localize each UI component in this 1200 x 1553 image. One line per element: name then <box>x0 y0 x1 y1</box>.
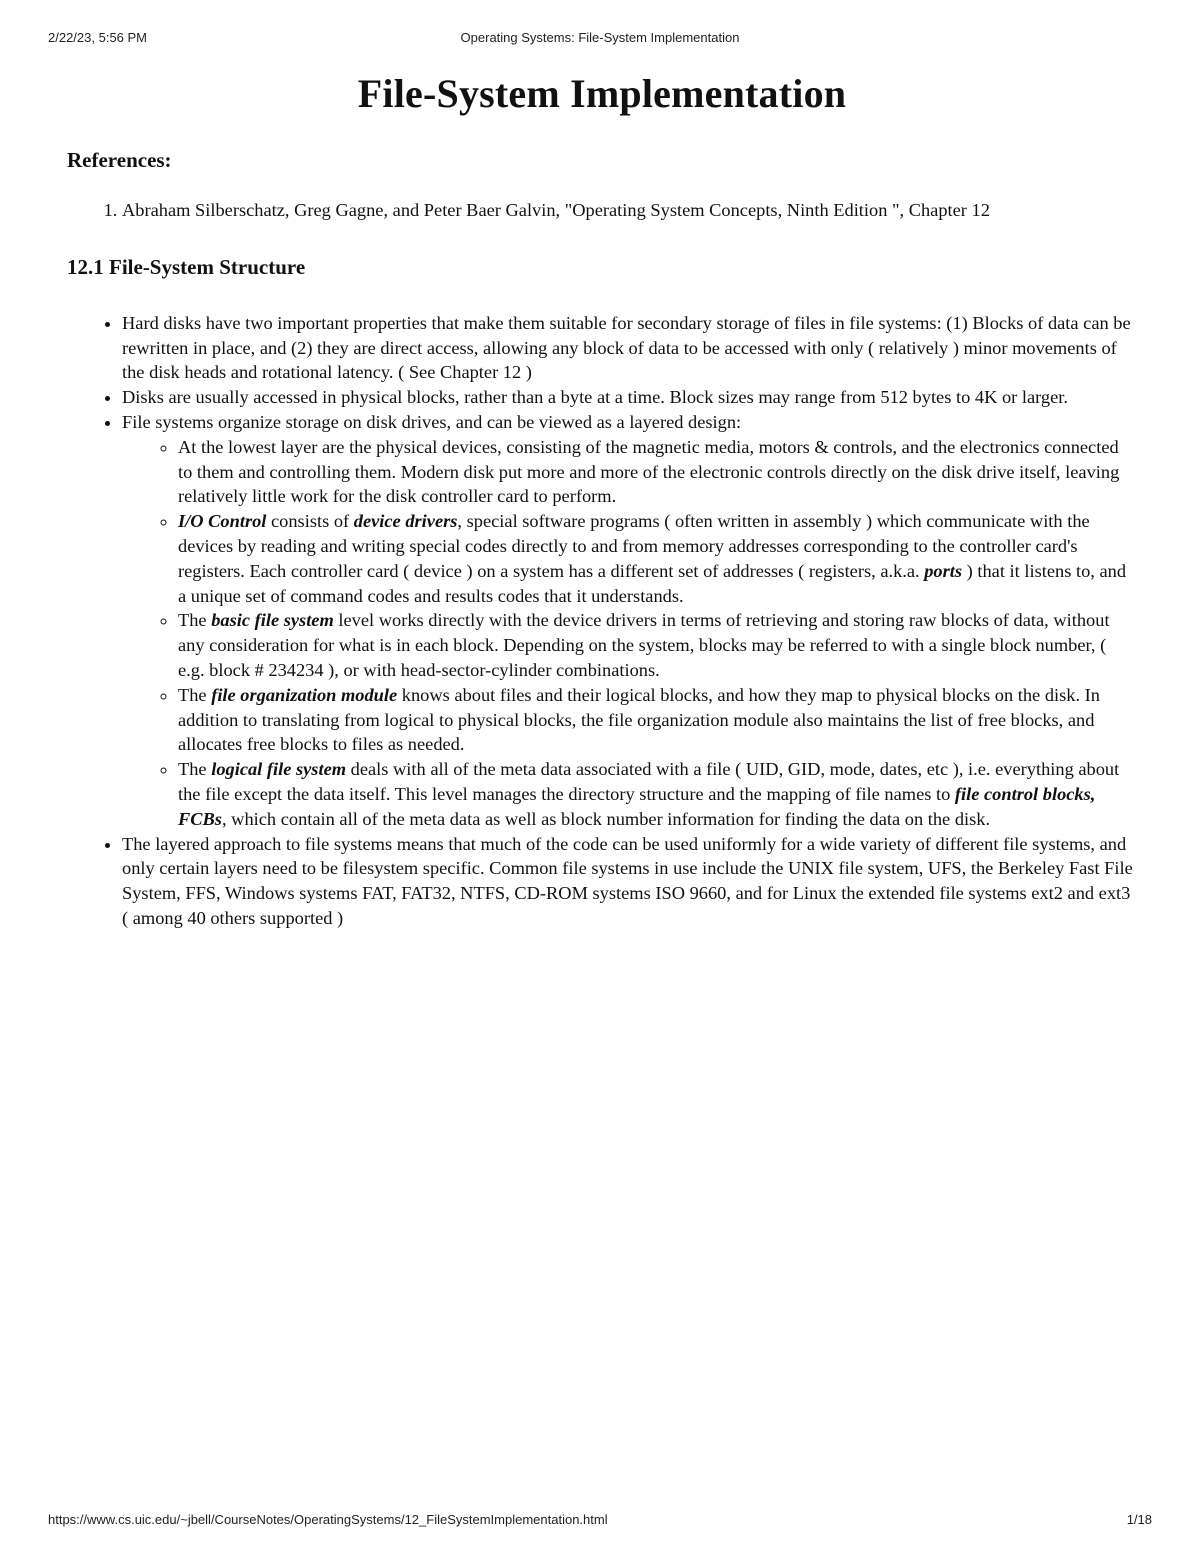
bullet-list <box>67 311 1137 931</box>
layer-item-logical-file-system: ◦ The logical file system deals with all of the meta data associated with a file ( UID, GID, mode, dates, etc ), i.e. everything about the file except the data itself. This level manages the directory structure and the mapping of file names to file control blocks, FCBs, which contain all of the meta data as well as block number information for finding the data on the disk. <box>178 757 1137 831</box>
print-page-number: 1/18 <box>1126 1512 1152 1527</box>
references-list <box>67 198 1137 223</box>
print-page-title: Operating Systems: File-System Implementation <box>460 30 740 45</box>
term-ports: ports <box>924 560 963 581</box>
reference-item: 1. Abraham Silberschatz, Greg Gagne, and Peter Baer Galvin, "Operating System Concepts, Ninth Edition ", Chapter 12 <box>122 198 1137 223</box>
term-logical-file-system: logical file system <box>211 759 347 780</box>
layer-item-physical-devices: ◦ At the lowest layer are the physical devices, consisting of the magnetic media, motors & controls, and the electronics connected to them and controlling them. Modern disk put more and more of the electronic controls directly on the disk drive itself, leaving relatively little work for the disk controller card to perform. <box>178 435 1137 509</box>
print-datetime: 2/22/23, 5:56 PM <box>48 30 148 45</box>
layer-item-file-organization-module: ◦ The file organization module knows about files and their logical blocks, and how they map to physical blocks on the disk. In addition to translating from logical to physical blocks, the file organization module also maintains the list of free blocks, and allocates free blocks to files as needed. <box>178 683 1137 757</box>
layer-item-basic-file-system: ◦ The basic file system level works directly with the device drivers in terms of retrieving and storing raw blocks of data, without any consideration for what is in each block. Depending on the system, blocks may be referred to with a single block number, ( e.g. block # 234234 ), or with head-sector-cylinder combinations. <box>178 608 1137 682</box>
references-heading: References: <box>67 148 172 172</box>
list-item: • Disks are usually accessed in physical blocks, rather than a byte at a time. Block sizes may range from 512 bytes to 4K or larger. <box>122 385 1137 410</box>
section-heading: 12.1 File-System Structure <box>67 254 306 279</box>
document-body <box>67 68 1137 931</box>
term-basic-file-system: basic file system <box>211 610 334 631</box>
list-item: • The layered approach to file systems means that much of the code can be used uniformly for a wide variety of different file systems, and only certain layers need to be filesystem specific. Common file systems in use include the UNIX file system, UFS, the Berkeley Fast File System, FFS, Windows systems FAT, FAT32, NTFS, CD-ROM systems ISO 9660, and for Linux the extended file systems ext2 and ext3 ( among 40 others supported ) <box>122 832 1137 931</box>
term-device-drivers: device drivers <box>353 511 458 532</box>
print-url: https://www.cs.uic.edu/~jbell/CourseNotes/OperatingSystems/12_FileSystemImplementation.html <box>48 1512 608 1527</box>
layer-item-io-control: ◦ I/O Control consists of device drivers, special software programs ( often written in assembly ) which communicate with the devices by reading and writing special codes directly to and from memory addresses corresponding to the controller card's registers. Each controller card ( device ) on a system has a different set of addresses ( registers, a.k.a. ports ) that it listens to, and a unique set of command codes and results codes that it understands. <box>178 509 1137 608</box>
list-item-text: File systems organize storage on disk drives, and can be viewed as a layered design: <box>122 411 742 432</box>
page-title: File-System Implementation <box>357 71 847 116</box>
list-item: • Hard disks have two important properties that make them suitable for secondary storage of files in file systems: (1) Blocks of data can be rewritten in place, and (2) they are direct access, allowing any block of data to be accessed with only ( relatively ) minor movements of the disk heads and rotational latency. ( See Chapter 12 ) <box>122 311 1137 385</box>
layer-list <box>122 435 1137 832</box>
term-file-control-blocks: file control blocks, FCBs <box>178 783 1096 829</box>
term-file-organization-module: file organization module <box>211 684 398 705</box>
term-io-control: I/O Control <box>178 511 267 532</box>
print-header <box>48 30 1152 50</box>
list-item <box>122 410 1137 832</box>
print-footer <box>48 1512 1152 1532</box>
